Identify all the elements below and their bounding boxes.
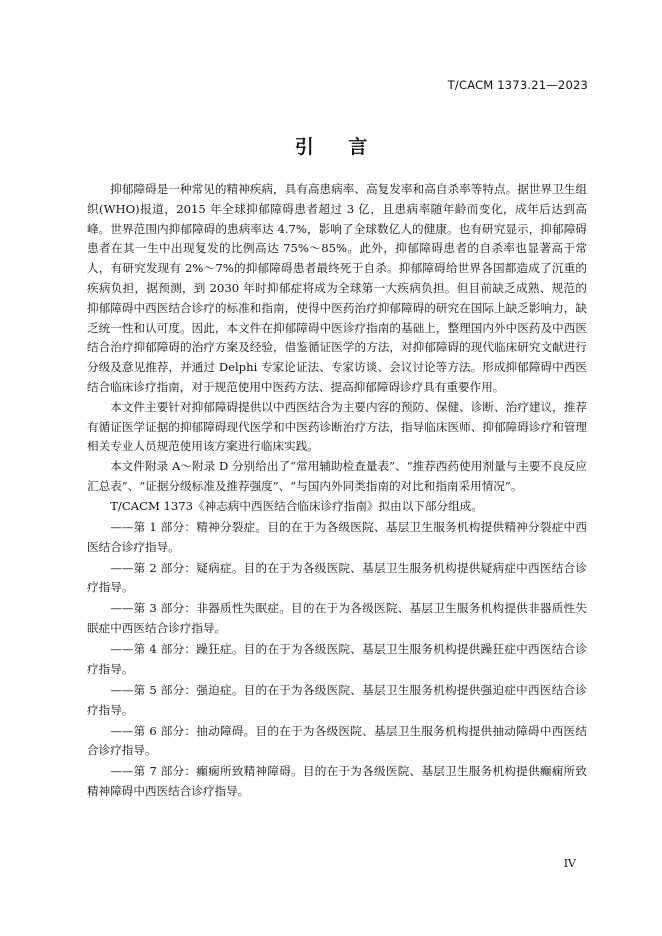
- part-item-5: ——第 5 部分：强迫症。目的在于为各级医院、基层卫生服务机构提供强迫症中西医结合诊疗指导。: [87, 682, 587, 717]
- page-number: IV: [563, 857, 576, 870]
- part-item-6: ——第 6 部分：抽动障碍。目的在于为各级医院、基层卫生服务机构提供抽动障碍中西医结合诊疗指导。: [87, 723, 587, 758]
- intro-paragraph-1: 抑郁障碍是一种常见的精神疾病，具有高患病率、高复发率和高自杀率等特点。据世界卫生组织(WHO)报道，2015 年全球抑郁障碍患者超过 3 亿，且患病率随年龄而变化，成年后达到高峰。世界范围内抑郁障碍的患病率达 4.7%，影响了全球数亿人的健康。也有研究显示，抑郁障碍患者在其一生中出现复发的比例高达 75%～85%。此外，抑郁障碍患者的自杀率也显著高于常人，有研究发现有 2%～7%的抑郁障碍患者最终死于自杀。抑郁障碍给世界各国都造成了沉重的疾病负担，据预测，到 2030 年时抑郁症将成为全球第一大疾病负担。但目前缺乏成熟、规范的抑郁障碍中西医结合诊疗的标准和指南，使得中医药治疗抑郁障碍的研究在国际上缺乏影响力，缺乏统一性和认可度。因此，本文件在抑郁障碍中医诊疗指南的基础上，整理国内外中医药及中西医结合治疗抑郁障碍的治疗方案及经验，借鉴循证医学的方法，对抑郁障碍的现代临床研究文献进行分级及意见推荐，并通过 Delphi 专家论证法、专家访谈、会议讨论等方法。形成抑郁障碍中西医结合临床诊疗指南，对于规范使用中医药方法、提高抑郁障碍诊疗具有重要作用。: [87, 182, 587, 394]
- part-item-3: ——第 3 部分：非器质性失眠症。目的在于为各级医院、基层卫生服务机构提供非器质性失眠症中西医结合诊疗指导。: [87, 601, 587, 636]
- part-item-7: ——第 7 部分：癫痫所致精神障碍。目的在于为各级医院、基层卫生服务机构提供癫痫所致精神障碍中西医结合诊疗指导。: [87, 764, 587, 799]
- document-code: T/CACM 1373.21—2023: [447, 78, 588, 92]
- part-item-1: ——第 1 部分：精神分裂症。目的在于为各级医院、基层卫生服务机构提供精神分裂症中西医结合诊疗指导。: [87, 519, 587, 554]
- document-body: [87, 180, 587, 802]
- intro-paragraph-2: 本文件主要针对抑郁障碍提供以中西医结合为主要内容的预防、保健、诊断、治疗建议，推荐有循证医学证据的抑郁障碍现代医学和中医药诊断治疗方法，指导临床医师、抑郁障碍诊疗和管理相关专业人员规范使用该方案进行临床实践。: [87, 399, 587, 454]
- part-item-4: ——第 4 部分：躁狂症。目的在于为各级医院、基层卫生服务机构提供躁狂症中西医结合诊疗指导。: [87, 642, 587, 676]
- page-title: 引 言: [294, 136, 382, 158]
- intro-paragraph-3: 本文件附录 A～附录 D 分别给出了“常用辅助检查量表”、“推荐西药使用剂量与主要不良反应汇总表”、“证据分级标准及推荐强度”、“与国内外同类指南的对比和指南采用情况”。: [87, 459, 587, 493]
- intro-paragraph-4: T/CACM 1373《神志病中西医结合临床诊疗指南》拟由以下部分组成。: [110, 498, 483, 513]
- part-item-2: ——第 2 部分：疑病症。目的在于为各级医院、基层卫生服务机构提供疑病症中西医结合诊疗指导。: [87, 560, 587, 595]
